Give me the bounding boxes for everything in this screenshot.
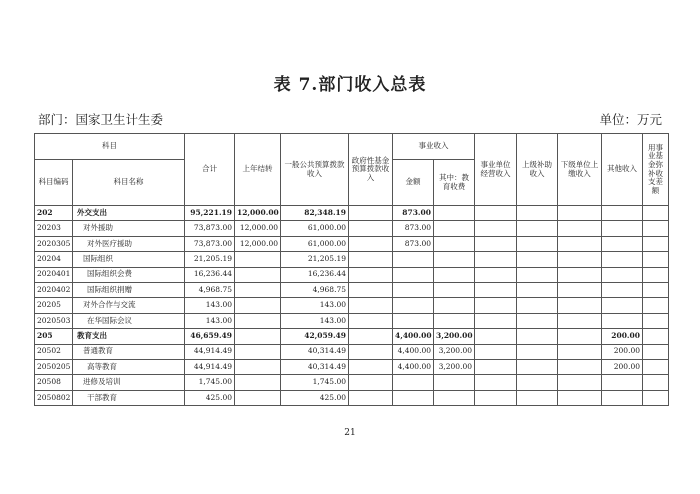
cell-fund (643, 221, 669, 236)
cell-subordinate (558, 206, 602, 221)
cell-general-budget: 40,314.49 (281, 359, 349, 374)
cell-operating (475, 221, 517, 236)
cell-total: 44,914.49 (185, 359, 235, 374)
cell-other (602, 298, 643, 313)
header-fund-cover: 用事业基金弥补收支差额 (643, 134, 669, 206)
cell-fund (643, 267, 669, 282)
table-row (35, 298, 669, 313)
cell-fund (643, 375, 669, 390)
cell-operating (475, 359, 517, 374)
cell-total: 73,873.00 (185, 236, 235, 251)
cell-other: 200.00 (602, 344, 643, 359)
cell-other (602, 206, 643, 221)
meta-row (38, 110, 662, 128)
cell-superior (517, 236, 558, 251)
cell-code: 2020305 (35, 236, 73, 251)
table-row (35, 375, 669, 390)
cell-carryover (235, 252, 281, 267)
cell-subordinate (558, 375, 602, 390)
header-subject-code: 科目编码 (35, 160, 73, 206)
cell-carryover (235, 359, 281, 374)
cell-carryover (235, 282, 281, 297)
cell-superior (517, 390, 558, 405)
cell-edu-fee (434, 298, 475, 313)
cell-general-budget: 4,968.75 (281, 282, 349, 297)
cell-gov-fund (349, 206, 393, 221)
cell-edu-fee (434, 221, 475, 236)
cell-general-budget: 42,059.49 (281, 329, 349, 344)
cell-operating (475, 267, 517, 282)
cell-code: 20203 (35, 221, 73, 236)
cell-gov-fund (349, 252, 393, 267)
cell-fund (643, 252, 669, 267)
cell-fund (643, 390, 669, 405)
table-body (35, 206, 669, 406)
cell-total: 16,236.44 (185, 267, 235, 282)
header-gov-fund: 政府性基金预算拨款收入 (349, 134, 393, 206)
table-row (35, 313, 669, 328)
table-row (35, 252, 669, 267)
cell-edu-fee (434, 236, 475, 251)
cell-total: 4,968.75 (185, 282, 235, 297)
cell-gov-fund (349, 390, 393, 405)
unit-label: 单位：万元 (599, 112, 662, 127)
cell-name: 干部教育 (73, 390, 185, 405)
header-superior-subsidy: 上级补助收入 (517, 134, 558, 206)
cell-other (602, 390, 643, 405)
cell-fund (643, 344, 669, 359)
cell-fund (643, 298, 669, 313)
cell-fund (643, 206, 669, 221)
cell-edu-fee: 3,200.00 (434, 359, 475, 374)
cell-code: 20502 (35, 344, 73, 359)
cell-other (602, 221, 643, 236)
table-row (35, 221, 669, 236)
cell-general-budget: 143.00 (281, 298, 349, 313)
cell-name: 高等教育 (73, 359, 185, 374)
cell-superior (517, 313, 558, 328)
cell-other (602, 375, 643, 390)
cell-code: 20204 (35, 252, 73, 267)
cell-superior (517, 221, 558, 236)
cell-general-budget: 143.00 (281, 313, 349, 328)
cell-subordinate (558, 313, 602, 328)
cell-operating (475, 313, 517, 328)
cell-general-budget: 21,205.19 (281, 252, 349, 267)
cell-edu-fee (434, 206, 475, 221)
cell-carryover (235, 298, 281, 313)
page-title: 表 7.部门收入总表 (273, 75, 427, 95)
cell-code: 2050802 (35, 390, 73, 405)
cell-operating (475, 252, 517, 267)
cell-gov-fund (349, 329, 393, 344)
cell-total: 1,745.00 (185, 375, 235, 390)
cell-carryover (235, 344, 281, 359)
cell-operating (475, 236, 517, 251)
cell-operating (475, 298, 517, 313)
cell-amount: 873.00 (393, 206, 434, 221)
cell-subordinate (558, 282, 602, 297)
cell-general-budget: 40,314.49 (281, 344, 349, 359)
cell-gov-fund (349, 375, 393, 390)
cell-amount (393, 390, 434, 405)
cell-amount (393, 282, 434, 297)
cell-amount (393, 313, 434, 328)
cell-name: 进修及培训 (73, 375, 185, 390)
cell-gov-fund (349, 298, 393, 313)
cell-name: 国际组织捐赠 (73, 282, 185, 297)
cell-name: 在华国际会议 (73, 313, 185, 328)
cell-general-budget: 82,348.19 (281, 206, 349, 221)
cell-subordinate (558, 267, 602, 282)
cell-carryover: 12,000.00 (235, 206, 281, 221)
cell-carryover (235, 313, 281, 328)
cell-code: 20205 (35, 298, 73, 313)
cell-superior (517, 329, 558, 344)
cell-name: 外交支出 (73, 206, 185, 221)
cell-fund (643, 236, 669, 251)
cell-superior (517, 359, 558, 374)
cell-superior (517, 252, 558, 267)
cell-code: 20508 (35, 375, 73, 390)
cell-operating (475, 390, 517, 405)
cell-other (602, 267, 643, 282)
cell-general-budget: 61,000.00 (281, 221, 349, 236)
cell-code: 2020503 (35, 313, 73, 328)
cell-other (602, 236, 643, 251)
cell-name: 普通教育 (73, 344, 185, 359)
cell-total: 21,205.19 (185, 252, 235, 267)
cell-edu-fee (434, 267, 475, 282)
header-unit-operating: 事业单位经营收入 (475, 134, 517, 206)
cell-other (602, 282, 643, 297)
table-row (35, 236, 669, 251)
cell-amount (393, 298, 434, 313)
cell-superior (517, 298, 558, 313)
cell-code: 2020402 (35, 282, 73, 297)
cell-gov-fund (349, 313, 393, 328)
cell-other: 200.00 (602, 329, 643, 344)
cell-amount (393, 252, 434, 267)
header-amount: 金额 (393, 160, 434, 206)
cell-gov-fund (349, 282, 393, 297)
cell-general-budget: 425.00 (281, 390, 349, 405)
cell-code: 202 (35, 206, 73, 221)
cell-subordinate (558, 344, 602, 359)
header-business-income: 事业收入 (393, 134, 475, 160)
cell-subordinate (558, 390, 602, 405)
cell-operating (475, 344, 517, 359)
cell-operating (475, 282, 517, 297)
cell-edu-fee (434, 390, 475, 405)
cell-edu-fee: 3,200.00 (434, 329, 475, 344)
cell-name: 对外援助 (73, 221, 185, 236)
cell-operating (475, 375, 517, 390)
cell-amount: 4,400.00 (393, 329, 434, 344)
cell-gov-fund (349, 236, 393, 251)
cell-amount: 873.00 (393, 221, 434, 236)
header-general-budget: 一般公共预算拨款收入 (281, 134, 349, 206)
header-other-income: 其他收入 (602, 134, 643, 206)
cell-gov-fund (349, 359, 393, 374)
cell-fund (643, 282, 669, 297)
cell-amount: 4,400.00 (393, 359, 434, 374)
cell-code: 205 (35, 329, 73, 344)
cell-carryover (235, 329, 281, 344)
table-row (35, 206, 669, 221)
table-row (35, 267, 669, 282)
cell-amount (393, 375, 434, 390)
cell-fund (643, 359, 669, 374)
cell-total: 143.00 (185, 298, 235, 313)
cell-name: 对外医疗援助 (73, 236, 185, 251)
cell-edu-fee (434, 282, 475, 297)
cell-other (602, 252, 643, 267)
cell-name: 国际组织会费 (73, 267, 185, 282)
table-row (35, 390, 669, 405)
cell-carryover (235, 375, 281, 390)
page-number: 21 (344, 428, 356, 438)
cell-total: 73,873.00 (185, 221, 235, 236)
cell-fund (643, 313, 669, 328)
cell-edu-fee (434, 375, 475, 390)
cell-name: 国际组织 (73, 252, 185, 267)
cell-total: 95,221.19 (185, 206, 235, 221)
cell-edu-fee: 3,200.00 (434, 344, 475, 359)
cell-other (602, 313, 643, 328)
cell-superior (517, 267, 558, 282)
cell-total: 425.00 (185, 390, 235, 405)
header-total: 合计 (185, 134, 235, 206)
cell-amount: 4,400.00 (393, 344, 434, 359)
header-edu-fee: 其中：教育收费 (434, 160, 475, 206)
header-carryover: 上年结转 (235, 134, 281, 206)
cell-total: 143.00 (185, 313, 235, 328)
header-subordinate-payment: 下级单位上缴收入 (558, 134, 602, 206)
cell-total: 46,659.49 (185, 329, 235, 344)
cell-carryover (235, 267, 281, 282)
cell-subordinate (558, 298, 602, 313)
cell-subordinate (558, 236, 602, 251)
cell-amount: 873.00 (393, 236, 434, 251)
cell-code: 2050205 (35, 359, 73, 374)
cell-operating (475, 206, 517, 221)
cell-general-budget: 1,745.00 (281, 375, 349, 390)
cell-gov-fund (349, 344, 393, 359)
cell-code: 2020401 (35, 267, 73, 282)
header-subject: 科目 (35, 134, 185, 160)
department-label: 部门：国家卫生计生委 (38, 112, 164, 127)
cell-subordinate (558, 221, 602, 236)
cell-total: 44,914.49 (185, 344, 235, 359)
cell-carryover: 12,000.00 (235, 221, 281, 236)
cell-superior (517, 344, 558, 359)
cell-subordinate (558, 252, 602, 267)
cell-amount (393, 267, 434, 282)
cell-name: 教育支出 (73, 329, 185, 344)
table-row (35, 344, 669, 359)
cell-general-budget: 61,000.00 (281, 236, 349, 251)
cell-carryover (235, 390, 281, 405)
cell-superior (517, 282, 558, 297)
header-subject-name: 科目名称 (73, 160, 185, 206)
cell-name: 对外合作与交流 (73, 298, 185, 313)
cell-subordinate (558, 329, 602, 344)
cell-gov-fund (349, 221, 393, 236)
table-row (35, 282, 669, 297)
cell-gov-fund (349, 267, 393, 282)
cell-subordinate (558, 359, 602, 374)
table-row (35, 359, 669, 374)
cell-fund (643, 329, 669, 344)
cell-superior (517, 375, 558, 390)
cell-operating (475, 329, 517, 344)
table-row (35, 329, 669, 344)
cell-general-budget: 16,236.44 (281, 267, 349, 282)
income-summary-table (34, 133, 669, 406)
cell-carryover: 12,000.00 (235, 236, 281, 251)
cell-edu-fee (434, 313, 475, 328)
cell-superior (517, 206, 558, 221)
cell-edu-fee (434, 252, 475, 267)
cell-other: 200.00 (602, 359, 643, 374)
